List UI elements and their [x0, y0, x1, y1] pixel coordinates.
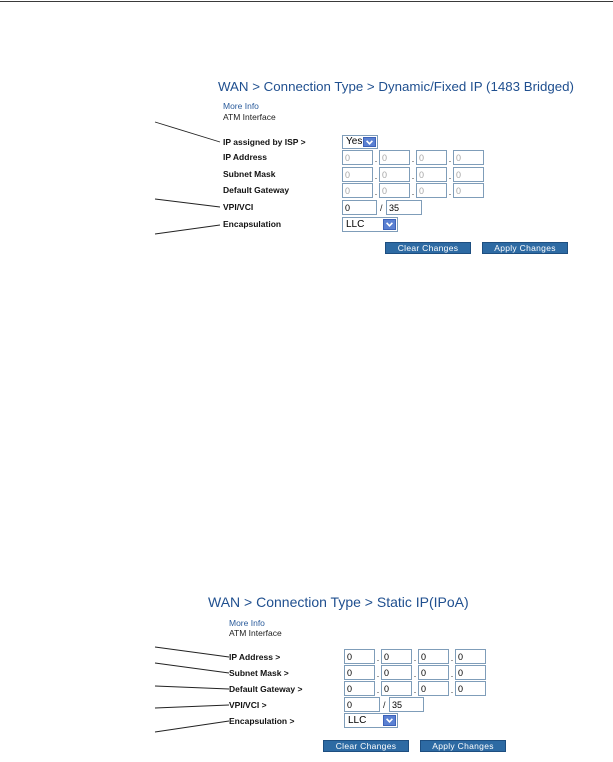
default-gateway-label: Default Gateway: [223, 185, 290, 195]
subnet-mask-octet-1[interactable]: [344, 665, 375, 680]
default-gateway-octet-2[interactable]: [379, 183, 410, 198]
dropdown-arrow-button[interactable]: [383, 715, 396, 726]
ip-address-octet-2[interactable]: [379, 150, 410, 165]
more-info-link[interactable]: More Info: [229, 618, 265, 628]
subnet-mask-octet-4[interactable]: [455, 665, 486, 680]
default-gateway-octet-2[interactable]: [381, 681, 412, 696]
callout-line-ip-assigned: [155, 122, 220, 142]
octet-separator: .: [374, 171, 378, 181]
default-gateway-octet-4[interactable]: [453, 183, 484, 198]
vpi-input[interactable]: [344, 697, 380, 712]
default-gateway-octet-4[interactable]: [455, 681, 486, 696]
ip-address-octet-1[interactable]: [344, 649, 375, 664]
octet-separator: .: [411, 187, 415, 197]
default-gateway-octet-3[interactable]: [418, 681, 449, 696]
callout-line-static-encapsulation: [155, 721, 229, 732]
octet-separator: .: [448, 187, 452, 197]
octet-separator: .: [411, 154, 415, 164]
vpi-vci-label: VPI/VCI >: [229, 700, 267, 710]
ip-assigned-by-isp-select[interactable]: [342, 135, 378, 149]
vpi-vci-separator: /: [383, 700, 386, 710]
default-gateway-octet-3[interactable]: [416, 183, 447, 198]
octet-separator: .: [374, 187, 378, 197]
clear-changes-button[interactable]: Clear Changes: [323, 740, 409, 752]
octet-separator: .: [411, 171, 415, 181]
vci-input[interactable]: [386, 200, 422, 215]
ip-address-fields: [342, 150, 484, 165]
subnet-mask-label: Subnet Mask >: [229, 668, 289, 678]
section-label: ATM Interface: [223, 112, 276, 122]
select-value: LLC: [348, 715, 367, 726]
encapsulation-select[interactable]: [342, 217, 398, 232]
default-gateway-fields: [342, 183, 484, 198]
vpi-vci-separator: /: [380, 203, 383, 213]
callout-line-static-default-gateway: [155, 686, 229, 689]
callout-line-static-subnet-mask: [155, 663, 229, 673]
subnet-mask-label: Subnet Mask: [223, 169, 276, 179]
encapsulation-label: Encapsulation: [223, 219, 282, 229]
ip-address-octet-2[interactable]: [381, 649, 412, 664]
apply-changes-button[interactable]: Apply Changes: [420, 740, 506, 752]
subnet-mask-octet-3[interactable]: [416, 167, 447, 182]
callout-line-static-vpi-vci: [155, 705, 229, 708]
subnet-mask-fields: [344, 665, 486, 680]
vpi-vci-label: VPI/VCI: [223, 202, 254, 212]
default-gateway-label: Default Gateway >: [229, 684, 303, 694]
default-gateway-octet-1[interactable]: [344, 681, 375, 696]
chevron-down-icon: [386, 718, 393, 723]
subnet-mask-octet-4[interactable]: [453, 167, 484, 182]
octet-separator: .: [450, 653, 454, 663]
subnet-mask-octet-2[interactable]: [381, 665, 412, 680]
vci-input[interactable]: [389, 697, 424, 712]
dropdown-arrow-button[interactable]: [363, 137, 376, 147]
octet-separator: .: [450, 669, 454, 679]
select-value: LLC: [346, 219, 365, 230]
dropdown-arrow-button[interactable]: [383, 219, 396, 230]
ip-address-octet-3[interactable]: [416, 150, 447, 165]
ip-address-octet-3[interactable]: [418, 649, 449, 664]
encapsulation-select[interactable]: [344, 713, 398, 728]
clear-changes-button[interactable]: Clear Changes: [385, 242, 471, 254]
subnet-mask-octet-3[interactable]: [418, 665, 449, 680]
page-title: WAN > Connection Type > Static IP(IPoA): [208, 594, 469, 610]
more-info-link[interactable]: More Info: [223, 101, 259, 111]
octet-separator: .: [413, 653, 417, 663]
subnet-mask-octet-2[interactable]: [379, 167, 410, 182]
octet-separator: .: [374, 154, 378, 164]
ip-assigned-by-isp-label: IP assigned by ISP >: [223, 137, 306, 147]
octet-separator: .: [413, 669, 417, 679]
octet-separator: .: [376, 653, 380, 663]
ip-address-octet-4[interactable]: [453, 150, 484, 165]
default-gateway-octet-1[interactable]: [342, 183, 373, 198]
vpi-input[interactable]: [342, 200, 377, 215]
callout-line-static-ip-address: [155, 647, 229, 657]
default-gateway-fields: [344, 681, 486, 696]
octet-separator: .: [448, 154, 452, 164]
encapsulation-label: Encapsulation >: [229, 716, 295, 726]
callout-line-encapsulation: [155, 225, 220, 234]
apply-changes-button[interactable]: Apply Changes: [482, 242, 568, 254]
callout-line-vpi-vci: [155, 199, 220, 207]
page-header-rule: [0, 1, 613, 2]
subnet-mask-fields: [342, 167, 484, 182]
ip-address-octet-1[interactable]: [342, 150, 373, 165]
subnet-mask-octet-1[interactable]: [342, 167, 373, 182]
section-label: ATM Interface: [229, 628, 282, 638]
octet-separator: .: [376, 685, 380, 695]
octet-separator: .: [413, 685, 417, 695]
page-title: WAN > Connection Type > Dynamic/Fixed IP (1483 Bridged): [218, 79, 574, 94]
octet-separator: .: [448, 171, 452, 181]
ip-address-octet-4[interactable]: [455, 649, 486, 664]
chevron-down-icon: [386, 222, 393, 227]
octet-separator: .: [376, 669, 380, 679]
octet-separator: .: [450, 685, 454, 695]
select-value: Yes: [346, 136, 363, 147]
chevron-down-icon: [366, 140, 373, 145]
ip-address-fields: [344, 649, 486, 664]
ip-address-label: IP Address: [223, 152, 267, 162]
ip-address-label: IP Address >: [229, 652, 281, 662]
